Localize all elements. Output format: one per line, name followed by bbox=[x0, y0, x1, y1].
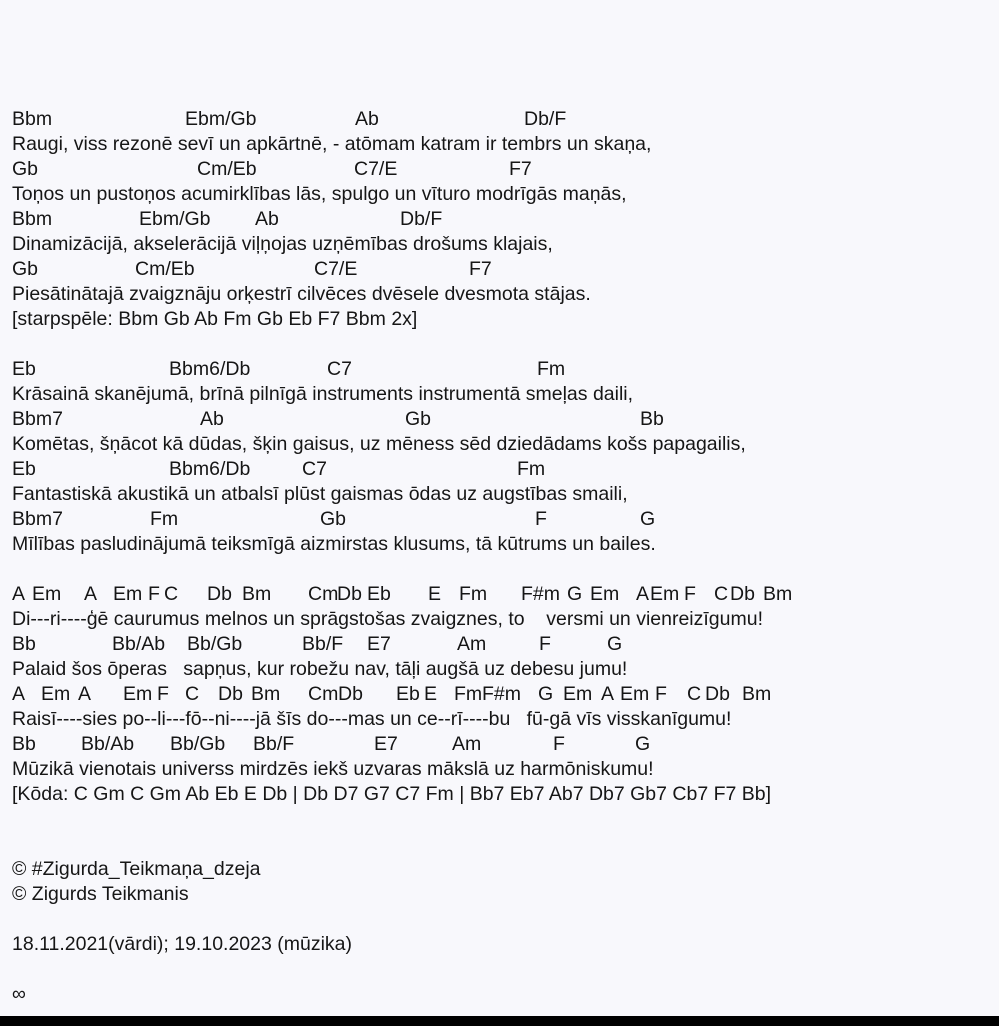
chord: F bbox=[553, 733, 565, 755]
chord: C bbox=[164, 583, 179, 605]
chord-row bbox=[12, 507, 997, 532]
chord: Db bbox=[338, 683, 363, 705]
chord: Db bbox=[730, 583, 755, 605]
stanza bbox=[12, 357, 997, 557]
chord: Eb bbox=[12, 358, 36, 380]
spacer bbox=[12, 907, 997, 932]
chord: Em bbox=[590, 583, 620, 605]
chord: Fm bbox=[517, 458, 546, 480]
chord: C7/E bbox=[354, 158, 398, 180]
chord-row bbox=[12, 357, 997, 382]
lyric-line: Komētas, šņācot kā dūdas, šķin gaisus, uz mēness sēd dziedādams košs papagailis, bbox=[12, 433, 746, 455]
chord: Am bbox=[457, 633, 487, 655]
chord: Cm bbox=[308, 683, 339, 705]
lyric-line: Palaid šos ōperas sapņus, kur robežu nav, tāļi augšā uz debesu jumu! bbox=[12, 658, 628, 680]
chord-row bbox=[12, 407, 997, 432]
chord: F#m bbox=[482, 683, 521, 705]
section-note: [Kōda: C Gm C Gm Ab Eb E Db | Db D7 G7 C7 Fm | Bb7 Eb7 Ab7 Db7 Gb7 Cb7 F7 Bb] bbox=[12, 783, 772, 805]
chord: F bbox=[684, 583, 696, 605]
chord: C bbox=[185, 683, 200, 705]
chord-row bbox=[12, 107, 997, 132]
chord: Cm/Eb bbox=[197, 158, 257, 180]
chord: Db bbox=[337, 583, 362, 605]
chord: F bbox=[539, 633, 551, 655]
chord: F7 bbox=[469, 258, 492, 280]
chord: G bbox=[640, 508, 656, 530]
chord: Em bbox=[650, 583, 680, 605]
lyric-line: Toņos un pustoņos acumirklības lās, spulgo un vīturo modrīgās maņās, bbox=[12, 183, 627, 205]
stanza bbox=[12, 582, 997, 807]
credit-hashtag: © #Zigurda_Teikmaņa_dzeja bbox=[12, 858, 261, 880]
lyric-line: Raugi, viss rezonē sevī un apkārtnē, - atōmam katram ir tembrs un skaņa, bbox=[12, 133, 652, 155]
chord-row bbox=[12, 257, 997, 282]
chord: Bm bbox=[251, 683, 281, 705]
chord: E bbox=[424, 683, 438, 705]
chord: C bbox=[714, 583, 729, 605]
chord: Em bbox=[41, 683, 71, 705]
chord: Gb bbox=[405, 408, 432, 430]
chord: Em bbox=[123, 683, 153, 705]
bottom-bar bbox=[0, 1016, 999, 1026]
chord: A bbox=[78, 683, 92, 705]
chord: Em bbox=[563, 683, 593, 705]
chord: Bbm bbox=[12, 108, 53, 130]
chord: F bbox=[157, 683, 169, 705]
chord: Em bbox=[620, 683, 650, 705]
chord: C bbox=[687, 683, 702, 705]
chord: Bb bbox=[640, 408, 664, 430]
chord: Bb/F bbox=[302, 633, 344, 655]
chord: Bb bbox=[12, 633, 36, 655]
chord-row bbox=[12, 682, 997, 707]
chord: Bb/Ab bbox=[81, 733, 135, 755]
stanza-gap bbox=[12, 557, 997, 582]
chord: Db/F bbox=[524, 108, 567, 130]
chord-row bbox=[12, 207, 997, 232]
chord: Db bbox=[207, 583, 232, 605]
chord: F bbox=[148, 583, 160, 605]
chord: G bbox=[538, 683, 554, 705]
chord: E7 bbox=[367, 633, 391, 655]
chord: C7 bbox=[302, 458, 327, 480]
chord: G bbox=[635, 733, 651, 755]
chord: Bm bbox=[742, 683, 772, 705]
chord: Bbm6/Db bbox=[169, 358, 251, 380]
verses-container bbox=[12, 107, 997, 807]
chord: Eb bbox=[396, 683, 420, 705]
chord: A bbox=[636, 583, 650, 605]
chord: A bbox=[84, 583, 98, 605]
chord: Bm bbox=[763, 583, 793, 605]
song-sheet bbox=[12, 107, 997, 1007]
chord: A bbox=[601, 683, 615, 705]
chord: A bbox=[12, 583, 26, 605]
lyric-line: Krāsainā skanējumā, brīnā pilnīgā instruments instrumentā smeļas daili, bbox=[12, 383, 634, 405]
chord: F7 bbox=[509, 158, 532, 180]
chord: Ebm/Gb bbox=[139, 208, 211, 230]
chord: Bm bbox=[242, 583, 272, 605]
lyric-line: Dinamizācijā, akselerācijā viļņojas uzņēmības drošums klajais, bbox=[12, 233, 553, 255]
chord: Cm bbox=[308, 583, 339, 605]
chord: Bb/Gb bbox=[187, 633, 243, 655]
chord: A bbox=[12, 683, 26, 705]
chord: C7 bbox=[327, 358, 352, 380]
chord: E7 bbox=[374, 733, 398, 755]
spacer bbox=[12, 957, 997, 982]
chord: F#m bbox=[521, 583, 560, 605]
chord: Gb bbox=[12, 158, 39, 180]
chord: Db/F bbox=[400, 208, 443, 230]
chord: Fm bbox=[454, 683, 483, 705]
chord: Ab bbox=[355, 108, 379, 130]
stanza bbox=[12, 107, 997, 332]
credit-author: © Zigurds Teikmanis bbox=[12, 883, 189, 905]
chord: Eb bbox=[367, 583, 391, 605]
chord: F bbox=[655, 683, 667, 705]
chord: Gb bbox=[12, 258, 39, 280]
section-note: [starpspēle: Bbm Gb Ab Fm Gb Eb F7 Bbm 2x] bbox=[12, 308, 418, 330]
chord: Ab bbox=[200, 408, 224, 430]
chord: Ebm/Gb bbox=[185, 108, 257, 130]
chord-row bbox=[12, 632, 997, 657]
spacer bbox=[12, 807, 997, 857]
chord: F bbox=[535, 508, 547, 530]
chord-row bbox=[12, 582, 997, 607]
chord: Bb/F bbox=[253, 733, 295, 755]
chord: Fm bbox=[537, 358, 566, 380]
chord: C7/E bbox=[314, 258, 358, 280]
lyric-line: Di---ri----ģē caurumus melnos un sprāgstošas zvaigznes, to versmi un vienreizīgumu! bbox=[12, 608, 764, 630]
lyric-line: Mīlības pasludinājumā teiksmīgā aizmirstas klusums, tā kūtrums un bailes. bbox=[12, 533, 656, 555]
lyric-line: Raisī----sies po--li---fō--ni----jā šīs do---mas un ce--rī----bu fū-gā vīs visskanīgumu! bbox=[12, 708, 732, 730]
chord: Gb bbox=[320, 508, 347, 530]
chord: Ab bbox=[255, 208, 279, 230]
chord: Bbm6/Db bbox=[169, 458, 251, 480]
chord: Db bbox=[218, 683, 243, 705]
chord: Fm bbox=[150, 508, 179, 530]
infinity-symbol: ∞ bbox=[12, 983, 26, 1005]
lyric-line: Mūzikā vienotais universs mirdzēs iekš uzvaras mākslā uz harmōniskumu! bbox=[12, 758, 654, 780]
lyric-line: Piesātinātajā zvaigznāju orķestrī cilvēces dvēsele dvesmota stājas. bbox=[12, 283, 591, 305]
chord-row bbox=[12, 732, 997, 757]
chord-row bbox=[12, 157, 997, 182]
chord: Bb bbox=[12, 733, 36, 755]
chord: Bbm bbox=[12, 208, 53, 230]
stanza-gap bbox=[12, 332, 997, 357]
chord: Bb/Ab bbox=[112, 633, 166, 655]
chord: Db bbox=[705, 683, 730, 705]
chord: Bb/Gb bbox=[170, 733, 226, 755]
chord: G bbox=[567, 583, 583, 605]
chord-row bbox=[12, 457, 997, 482]
chord: Fm bbox=[459, 583, 488, 605]
chord: E bbox=[428, 583, 442, 605]
lyric-line: Fantastiskā akustikā un atbalsī plūst gaismas ōdas uz augstības smaili, bbox=[12, 483, 628, 505]
chord: Em bbox=[32, 583, 62, 605]
chord: Cm/Eb bbox=[135, 258, 195, 280]
chord: Em bbox=[113, 583, 143, 605]
chord: Am bbox=[452, 733, 482, 755]
chord: Bbm7 bbox=[12, 408, 63, 430]
chord: Bbm7 bbox=[12, 508, 63, 530]
chord: G bbox=[607, 633, 623, 655]
credit-dates: 18.11.2021(vārdi); 19.10.2023 (mūzika) bbox=[12, 933, 353, 955]
chord: Eb bbox=[12, 458, 36, 480]
